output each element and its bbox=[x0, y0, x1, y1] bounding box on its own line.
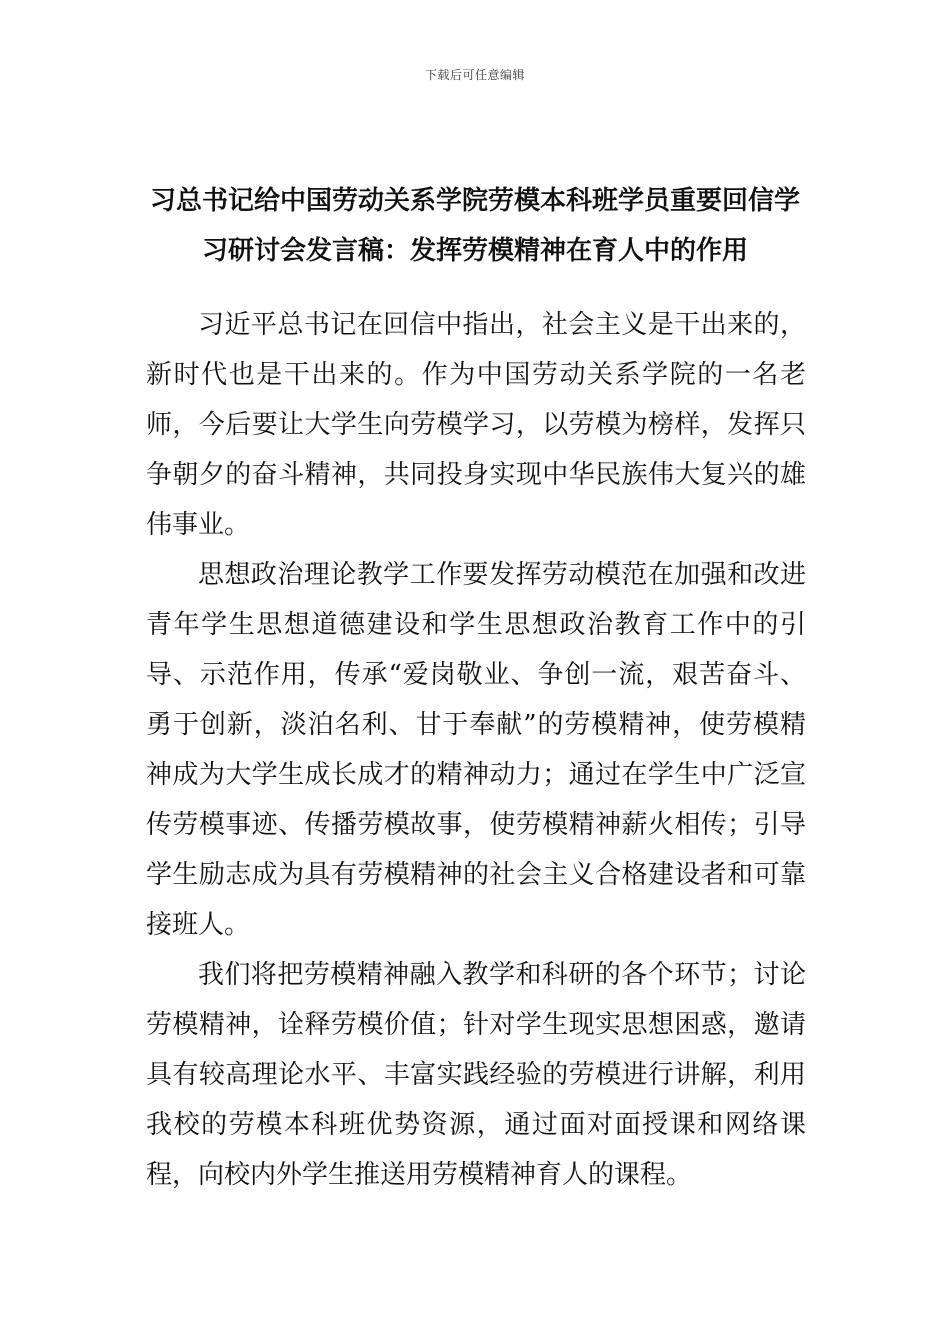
document-body bbox=[146, 300, 806, 1200]
paragraph-2: 思想政治理论教学工作要发挥劳动模范在加强和改进青年学生思想道德建设和学生思想政治教育工作中的引导、示范作用，传承“爱岗敬业、争创一流，艰苦奋斗、勇于创新，淡泊名利、甘于奉献”的劳模精神，使劳模精神成为大学生成长成才的精神动力；通过在学生中广泛宣传劳模事迹、传播劳模故事，使劳模精神薪火相传；引导学生励志成为具有劳模精神的社会主义合格建设者和可靠接班人。 bbox=[146, 560, 806, 940]
paragraph-3: 我们将把劳模精神融入教学和科研的各个环节；讨论劳模精神，诠释劳模价值；针对学生现实思想困惑，邀请具有较高理论水平、丰富实践经验的劳模进行讲解，利用我校的劳模本科班优势资源，通过面对面授课和网络课程，向校内外学生推送用劳模精神育人的课程。 bbox=[146, 960, 806, 1190]
document-title bbox=[140, 176, 810, 276]
document-title-line-1: 习总书记给中国劳动关系学院劳模本科班学员重要回信学 bbox=[149, 186, 800, 216]
header-note: 下载后可任意编辑 bbox=[424, 68, 525, 82]
paragraph-1: 习近平总书记在回信中指出，社会主义是干出来的，新时代也是干出来的。作为中国劳动关系学院的一名老师，今后要让大学生向劳模学习，以劳模为榜样，发挥只争朝夕的奋斗精神，共同投身实现中华民族伟大复兴的雄伟事业。 bbox=[146, 310, 806, 540]
document-title-line-2: 习研讨会发言稿：发挥劳模精神在育人中的作用 bbox=[201, 236, 748, 266]
